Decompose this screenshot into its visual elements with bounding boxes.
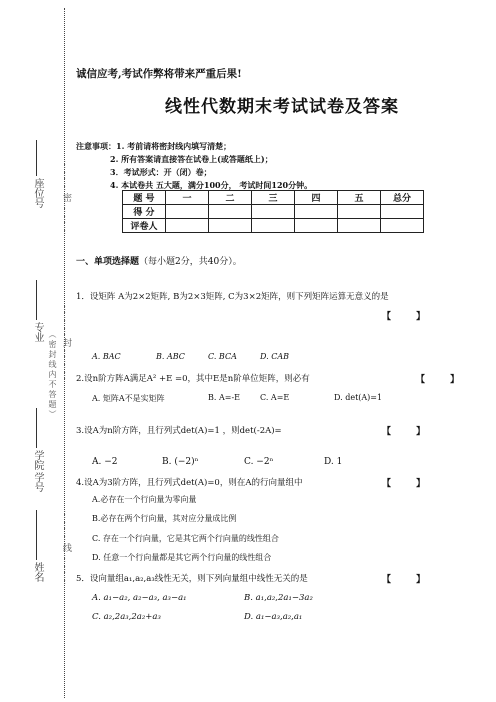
score-cell[interactable] xyxy=(252,205,295,219)
score-cell[interactable] xyxy=(166,205,209,219)
score-row xyxy=(123,205,424,219)
notes-label: 注意事项： xyxy=(76,141,116,151)
seal-mark-mid: ………封……… xyxy=(61,305,71,382)
note-item: 2. 所有答案请直接答在试卷上(或答题纸上)； xyxy=(110,154,273,164)
question-4-stem: 4.设A为3阶方阵，且行列式det(A)=0，则在A的行向量组中 xyxy=(76,478,303,488)
grader-row-label: 评卷人 xyxy=(123,219,166,233)
q1-option-d[interactable]: D. CAB xyxy=(260,352,289,361)
exam-notes xyxy=(76,140,312,192)
grader-cell[interactable] xyxy=(166,219,209,233)
q2-option-d[interactable]: D. det(A)=1 xyxy=(334,393,383,402)
seal-mark-bot: ………线……… xyxy=(61,510,71,587)
q3-option-a[interactable]: A. −2 xyxy=(92,457,118,467)
note-item: 1. 考前请将密封线内填写清楚； xyxy=(116,141,232,151)
student-id-label: 学号 xyxy=(32,472,43,492)
answer-bracket-2[interactable]: 【 】 xyxy=(416,375,460,385)
score-cell[interactable] xyxy=(338,205,381,219)
integrity-warning: 诚信应考,考试作弊将带来严重后果! xyxy=(76,68,242,80)
score-header-cell: 题 号 xyxy=(123,191,166,205)
q1-option-c[interactable]: C. BCA xyxy=(208,352,237,361)
grader-row xyxy=(123,219,424,233)
score-header-cell: 四 xyxy=(295,191,338,205)
score-header-cell: 总分 xyxy=(381,191,424,205)
section-note: （每小题2分，共40分）。 xyxy=(139,257,242,267)
score-row-label: 得 分 xyxy=(123,205,166,219)
q4-option-b[interactable]: B.必存在两个行向量，其对应分量成比例 xyxy=(92,514,237,523)
score-cell[interactable] xyxy=(295,205,338,219)
grader-cell[interactable] xyxy=(338,219,381,233)
q5-option-a[interactable]: A. a₁−a₂, a₂−a₃, a₃−a₁ xyxy=(92,593,187,603)
section-heading xyxy=(76,254,242,267)
college-label: 学院 xyxy=(32,450,43,470)
q4-option-a[interactable]: A.必存在一个行向量为零向量 xyxy=(92,495,197,504)
grader-cell[interactable] xyxy=(381,219,424,233)
grader-cell[interactable] xyxy=(209,219,252,233)
major-line xyxy=(36,280,37,320)
grader-cell[interactable] xyxy=(252,219,295,233)
score-table-header-row xyxy=(123,191,424,205)
seal-mark-top: ………密……… xyxy=(61,160,71,237)
college-line xyxy=(36,408,37,448)
answer-bracket-1[interactable]: 【 】 xyxy=(382,312,426,322)
q2-option-b[interactable]: B. A=-E xyxy=(208,393,240,402)
grader-cell[interactable] xyxy=(295,219,338,233)
q5-option-b[interactable]: B. a₁,a₂,2a₁−3a₂ xyxy=(244,593,313,603)
question-2-stem: 2.设n阶方阵A满足A² +E =0，其中E是n阶单位矩阵，则必有 xyxy=(76,374,310,384)
score-header-cell: 一 xyxy=(166,191,209,205)
section-title: 一、单项选择题 xyxy=(76,257,140,267)
q3-option-d[interactable]: D. 1 xyxy=(324,457,343,467)
score-table xyxy=(122,190,424,233)
q5-option-d[interactable]: D. a₁−a₃,a₂,a₁ xyxy=(244,612,303,622)
note-item: 3．考试形式：开（闭）卷； xyxy=(110,167,212,177)
q1-option-a[interactable]: A. BAC xyxy=(92,352,121,361)
q1-option-b[interactable]: B. ABC xyxy=(156,352,185,361)
answer-bracket-5[interactable]: 【 】 xyxy=(382,575,426,585)
score-cell[interactable] xyxy=(209,205,252,219)
q4-option-d[interactable]: D. 任意一个行向量都是其它两个行向量的线性组合 xyxy=(92,553,272,562)
seal-note: （密封线内不答题） xyxy=(48,330,57,420)
question-1-stem: 1．设矩阵 A为2×2矩阵, B为2×3矩阵, C为3×2矩阵，则下列矩阵运算无意义的是 xyxy=(76,292,389,302)
name-line xyxy=(36,510,37,560)
score-header-cell: 三 xyxy=(252,191,295,205)
q2-option-a[interactable]: A. 矩阵A不是实矩阵 xyxy=(92,394,165,403)
seat-label: 座位号 xyxy=(32,178,43,208)
name-label: 姓名 xyxy=(32,562,43,582)
q4-option-c[interactable]: C. 存在一个行向量，它是其它两个行向量的线性组合 xyxy=(92,534,279,543)
q3-option-b[interactable]: B. (−2)ⁿ xyxy=(162,457,199,467)
score-header-cell: 五 xyxy=(338,191,381,205)
q5-option-c[interactable]: C. a₂,2a₃,2a₂+a₃ xyxy=(92,612,161,622)
question-5-stem: 5．设向量组a₁,a₂,a₃线性无关，则下列向量组中线性无关的是 xyxy=(76,574,308,584)
binding-margin xyxy=(0,0,70,702)
q3-option-c[interactable]: C. −2ⁿ xyxy=(244,457,274,467)
score-cell[interactable] xyxy=(381,205,424,219)
seat-line xyxy=(36,140,37,176)
score-header-cell: 二 xyxy=(209,191,252,205)
major-label: 专业 xyxy=(32,322,43,342)
q2-option-c[interactable]: C. A=E xyxy=(260,393,290,402)
answer-bracket-4[interactable]: 【 】 xyxy=(382,479,426,489)
note-item: 4. 本试卷共 五大题，满分100分， 考试时间120分钟。 xyxy=(110,180,313,190)
answer-bracket-3[interactable]: 【 】 xyxy=(382,427,426,437)
page-title: 线性代数期末考试试卷及答案 xyxy=(165,97,399,117)
question-3-stem: 3.设A为n阶方阵，且行列式det(A)=1 ，则det(-2A)= xyxy=(76,426,282,436)
